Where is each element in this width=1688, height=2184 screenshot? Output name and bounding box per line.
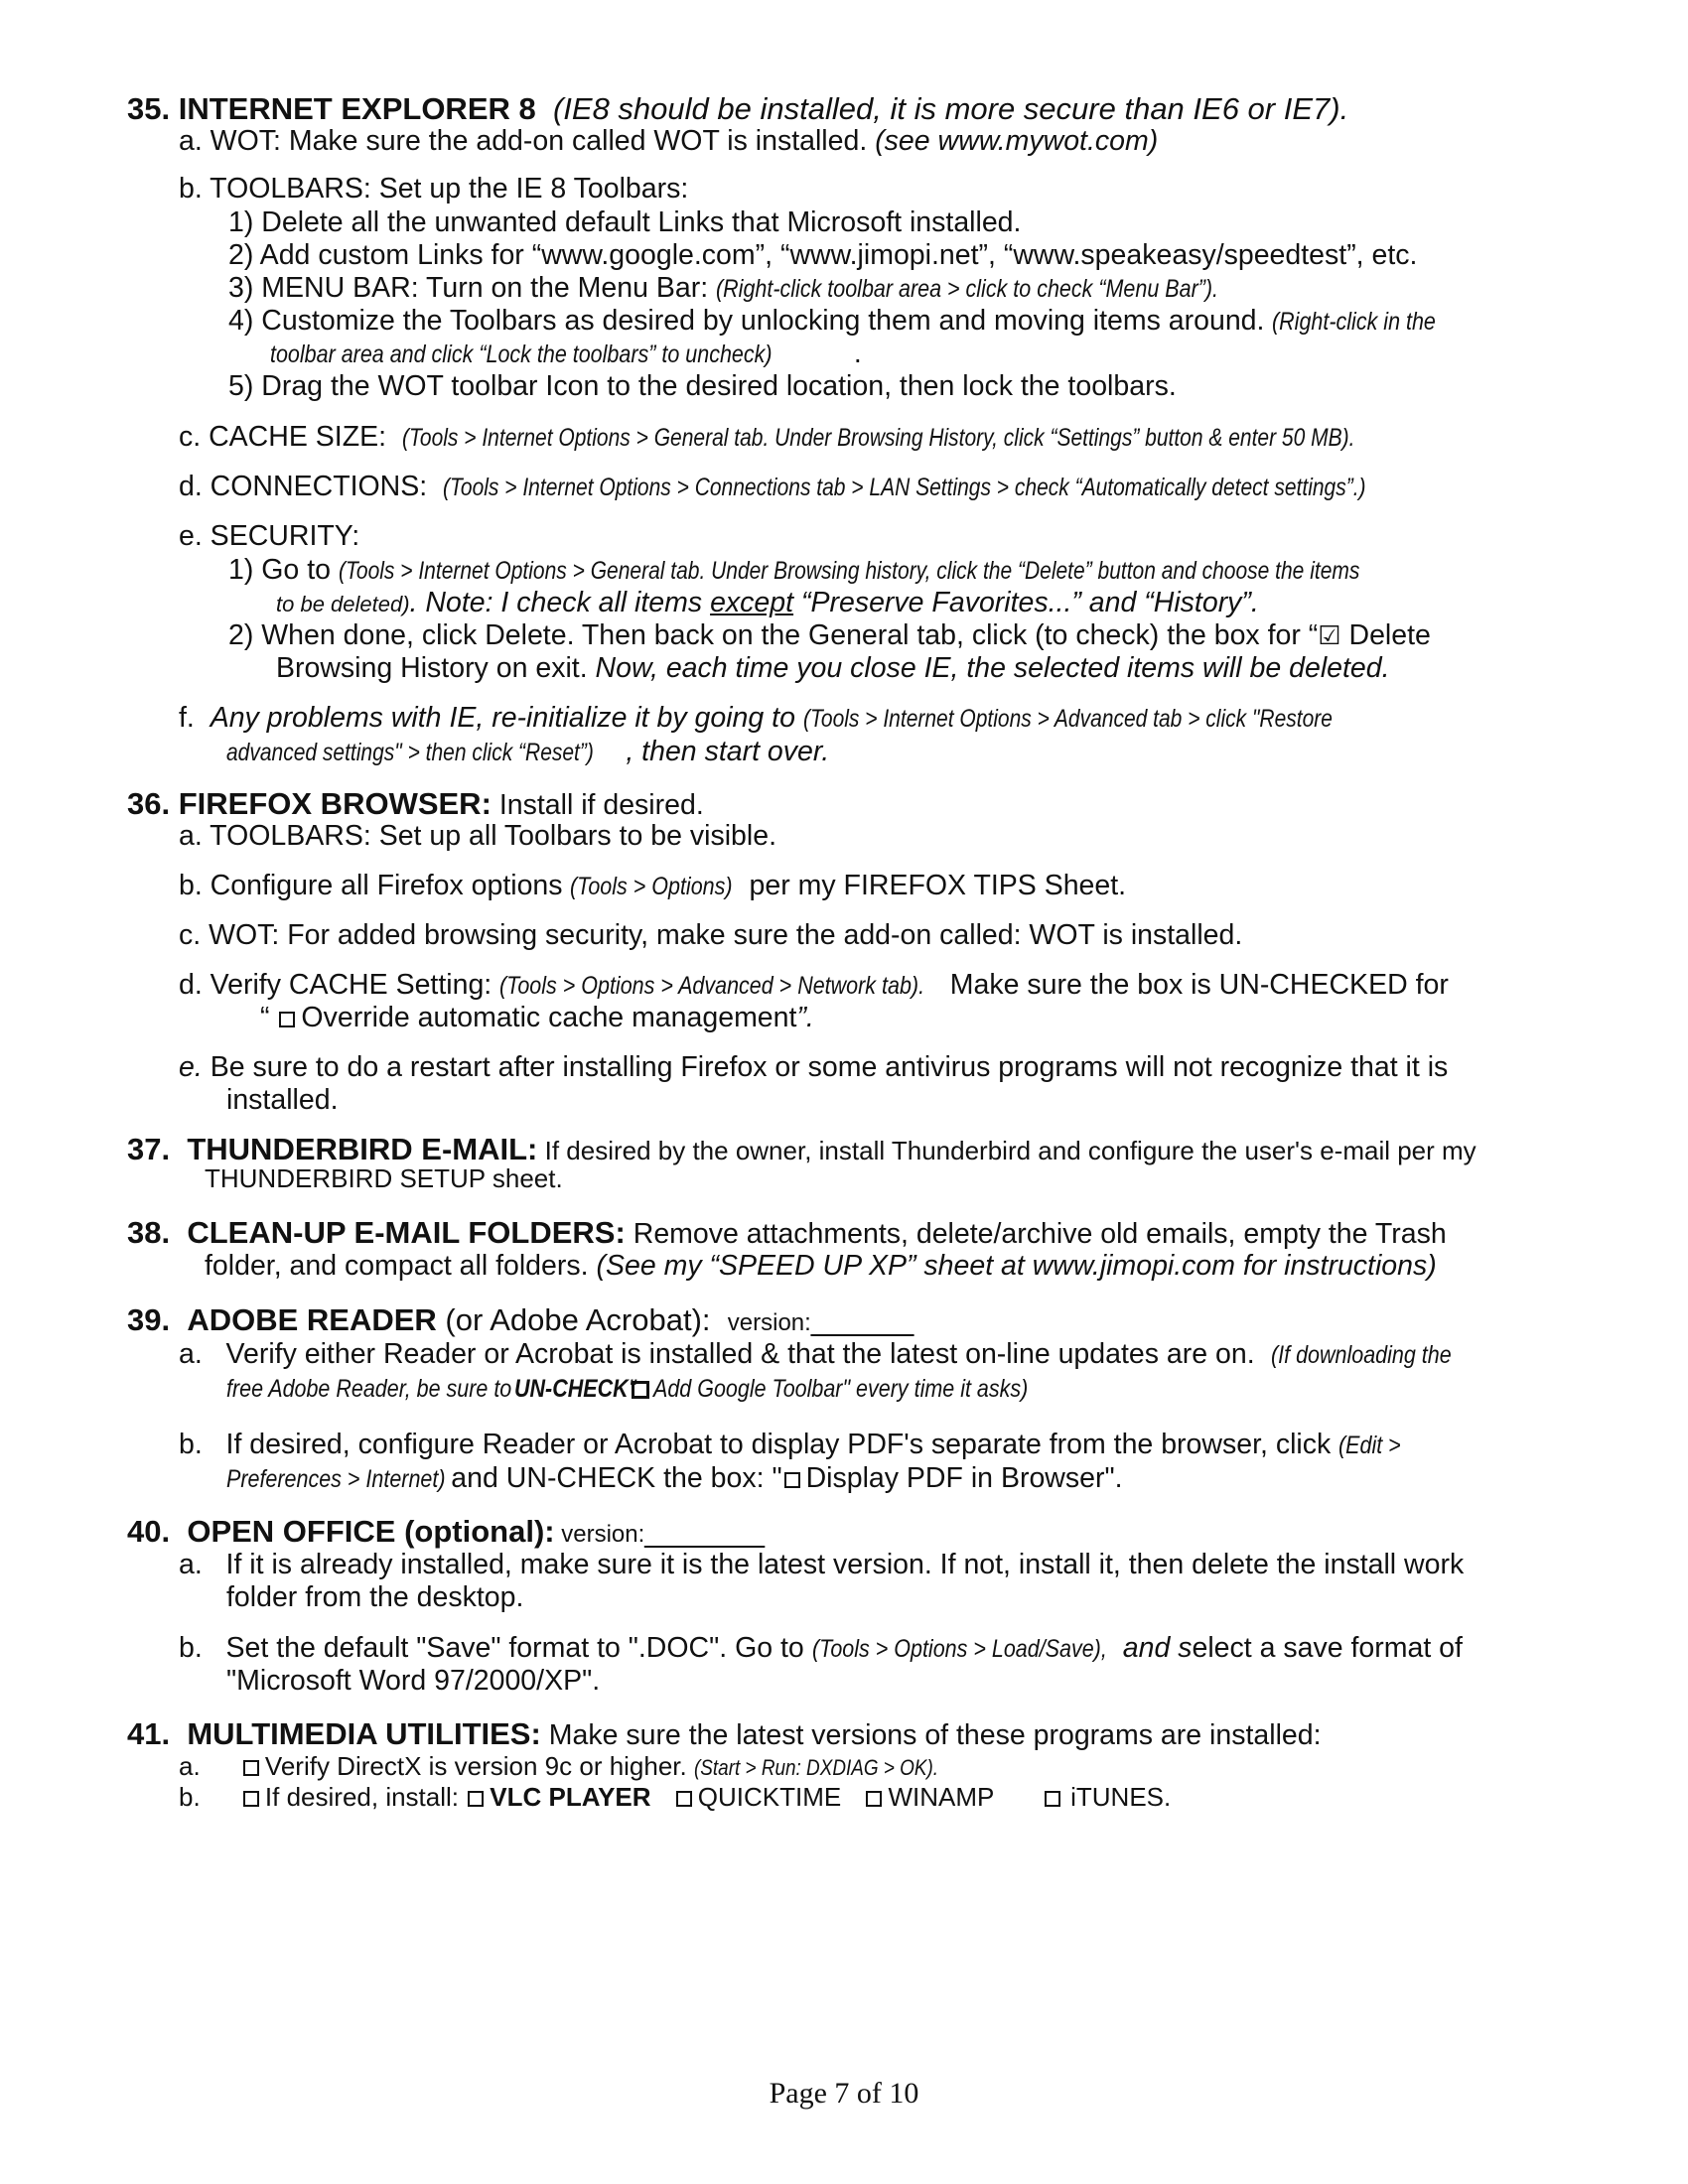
s39-item-a: a. Verify either Reader or Acrobat is installed & that the latest on-line updates are on. (If downloading the: [179, 1338, 1452, 1370]
s35-item-b5: 5) Drag the WOT toolbar Icon to the desired location, then lock the toolbars.: [228, 370, 1177, 402]
s39-item-b: b. If desired, configure Reader or Acrobat to display PDF's separate from the browser, click (Edit >: [179, 1429, 1401, 1460]
s35-item-e2: 2) When done, click Delete. Then back on the General tab, click (to check) the box for “☑ Delete: [228, 619, 1431, 651]
section-39-title: ADOBE READER: [187, 1302, 437, 1337]
s35-item-d: d. CONNECTIONS: (Tools > Internet Options > Connections tab > LAN Settings > check “Automatically detect settings”.): [179, 471, 1366, 502]
s35-item-f: f. Any problems with IE, re-initialize it by going to (Tools > Internet Options > Advanced tab > click "Restore: [179, 702, 1333, 734]
s35-item-f-cont: advanced settings" > then click “Reset”) , then start over.: [226, 736, 830, 767]
section-35-subtitle: (IE8 should be installed, it is more secure than IE6 or IE7).: [552, 91, 1349, 126]
section-35-number: 35.: [127, 91, 171, 126]
unchecked-box-icon: [1045, 1791, 1060, 1807]
s35-item-b4-note: (Right-click in the: [1272, 308, 1437, 336]
s41-item-b: b. If desired, install: VLC PLAYER QUICKTIME WINAMP iTUNES.: [179, 1782, 1172, 1812]
s36-item-a: a. TOOLBARS: Set up all Toolbars to be visible.: [179, 820, 776, 852]
version-label: version:: [727, 1309, 811, 1336]
s35-item-f-note: (Tools > Internet Options > Advanced tab > click "Restore: [802, 705, 1333, 733]
s35-item-b1: 1) Delete all the unwanted default Links that Microsoft installed.: [228, 206, 1022, 238]
s40-item-b-cont: "Microsoft Word 97/2000/XP".: [226, 1665, 601, 1697]
s35-item-b4-cont: toolbar area and click “Lock the toolbars” to uncheck) .: [270, 338, 862, 369]
unchecked-box-icon: [243, 1760, 259, 1776]
section-37-title: THUNDERBIRD E-MAIL:: [187, 1132, 538, 1166]
s35-item-b: b. TOOLBARS: Set up the IE 8 Toolbars:: [179, 173, 689, 205]
s35-item-e: e. SECURITY:: [179, 520, 360, 552]
section-35-title: INTERNET EXPLORER 8: [178, 91, 536, 126]
s35-item-d-note: (Tools > Internet Options > Connections tab > LAN Settings > check “Automatically detect settings”.): [443, 474, 1366, 501]
section-36-title: FIREFOX BROWSER:: [178, 786, 492, 821]
version-blank: _______: [644, 1514, 765, 1549]
s35-item-e1: 1) Go to (Tools > Internet Options > General tab. Under Browsing history, click the “Delete” button and choose the items: [228, 554, 1360, 586]
s35-item-e1-cont: to be deleted). Note: I check all items except “Preserve Favorites...” and “History”.: [276, 587, 1259, 618]
s36-item-c: c. WOT: For added browsing security, make sure the add-on called: WOT is installed.: [179, 919, 1243, 951]
s35-item-e1-note: (Tools > Internet Options > General tab. Under Browsing history, click the “Delete” button and choose the items: [338, 557, 1360, 585]
section-35-heading: [127, 92, 1348, 126]
s39-item-b-cont: Preferences > Internet) and UN-CHECK the box: " Display PDF in Browser".: [226, 1462, 1123, 1494]
version-blank: ______: [810, 1302, 914, 1337]
section-40-heading: 40. OPEN OFFICE (optional): version:_______: [127, 1514, 765, 1549]
s36-item-b: b. Configure all Firefox options (Tools > Options) per my FIREFOX TIPS Sheet.: [179, 870, 1127, 901]
unchecked-box-icon: [243, 1791, 259, 1807]
s41-item-a: a. Verify DirectX is version 9c or higher. (Start > Run: DXDIAG > OK).: [179, 1751, 939, 1781]
vlc-player-label: VLC PLAYER: [490, 1782, 651, 1812]
s35-item-b4: 4) Customize the Toolbars as desired by unlocking them and moving items around. (Right-click in the: [228, 305, 1437, 337]
s35-item-e2-cont: Browsing History on exit. Now, each time you close IE, the selected items will be deleted.: [276, 652, 1390, 684]
section-38-title: CLEAN-UP E-MAIL FOLDERS:: [187, 1215, 626, 1250]
s36-item-d: d. Verify CACHE Setting: (Tools > Options > Advanced > Network tab). Make sure the box is UN-CHECKED for: [179, 969, 1449, 1001]
s35-item-c-note: (Tools > Internet Options > General tab. Under Browsing History, click “Settings” button & enter 50 MB).: [401, 424, 1355, 452]
s35-item-b3-note: (Right-click toolbar area > click to check “Menu Bar”).: [716, 275, 1219, 303]
s36-item-e-cont: installed.: [226, 1084, 339, 1116]
winamp-label: WINAMP: [888, 1782, 994, 1812]
unchecked-box-icon: [676, 1791, 692, 1807]
section-41-title: MULTIMEDIA UTILITIES:: [187, 1716, 541, 1751]
section-40-title: OPEN OFFICE (optional):: [187, 1514, 555, 1549]
itunes-label: iTUNES.: [1070, 1782, 1172, 1812]
unchecked-box-icon: [279, 1012, 295, 1027]
s35-item-a: a. WOT: Make sure the add-on called WOT is installed. (see www.mywot.com): [179, 125, 1159, 157]
section-41-heading: 41. MULTIMEDIA UTILITIES: Make sure the latest versions of these programs are installed:: [127, 1716, 1322, 1751]
version-label: version:: [554, 1521, 645, 1548]
unchecked-box-icon: [866, 1791, 882, 1807]
s35-item-c: c. CACHE SIZE: (Tools > Internet Options > General tab. Under Browsing History, click “Settings” button & enter 50 MB).: [179, 421, 1355, 453]
section-37-heading: 37. THUNDERBIRD E-MAIL: If desired by the owner, install Thunderbird and configure the user's e-mail per my: [127, 1132, 1477, 1166]
s35-item-a-note: (see www.mywot.com): [875, 125, 1159, 157]
s40-item-a-cont: folder from the desktop.: [226, 1581, 524, 1613]
s40-item-a: a. If it is already installed, make sure it is the latest version. If not, install it, then delete the install work: [179, 1549, 1465, 1580]
s35-item-b3: 3) MENU BAR: Turn on the Menu Bar: (Right-click toolbar area > click to check “Menu Bar”).: [228, 272, 1219, 304]
checked-box-icon: ☑: [1318, 620, 1341, 650]
quicktime-label: QUICKTIME: [697, 1782, 842, 1812]
section-38-heading: 38. CLEAN-UP E-MAIL FOLDERS: Remove attachments, delete/archive old emails, empty the Trash: [127, 1215, 1447, 1250]
s38-cont: folder, and compact all folders. (See my “SPEED UP XP” sheet at www.jimopi.com for instructions): [205, 1250, 1437, 1282]
s40-item-b: b. Set the default "Save" format to ".DOC". Go to (Tools > Options > Load/Save), and select a save format of: [179, 1632, 1463, 1664]
s39-item-a-cont: free Adobe Reader, be sure to UN-CHECK" Add Google Toolbar" every time it asks): [226, 1375, 1029, 1403]
s36-item-e: e. Be sure to do a restart after installing Firefox or some antivirus programs will not recognize that it is: [179, 1051, 1449, 1083]
s36-item-d-cont: “ Override automatic cache management”.: [260, 1002, 814, 1033]
s37-cont: THUNDERBIRD SETUP sheet.: [205, 1163, 563, 1193]
s35-item-b2: 2) Add custom Links for “www.google.com”, “www.jimopi.net”, “www.speakeasy/speedtest”, etc.: [228, 239, 1418, 271]
unchecked-box-icon: [784, 1472, 800, 1488]
section-36-heading: 36. FIREFOX BROWSER: Install if desired.: [127, 786, 704, 821]
page-footer: Page 7 of 10: [769, 2077, 919, 2110]
unchecked-box-icon: [468, 1791, 484, 1807]
section-39-heading: 39. ADOBE READER (or Adobe Acrobat): version:______: [127, 1302, 914, 1337]
